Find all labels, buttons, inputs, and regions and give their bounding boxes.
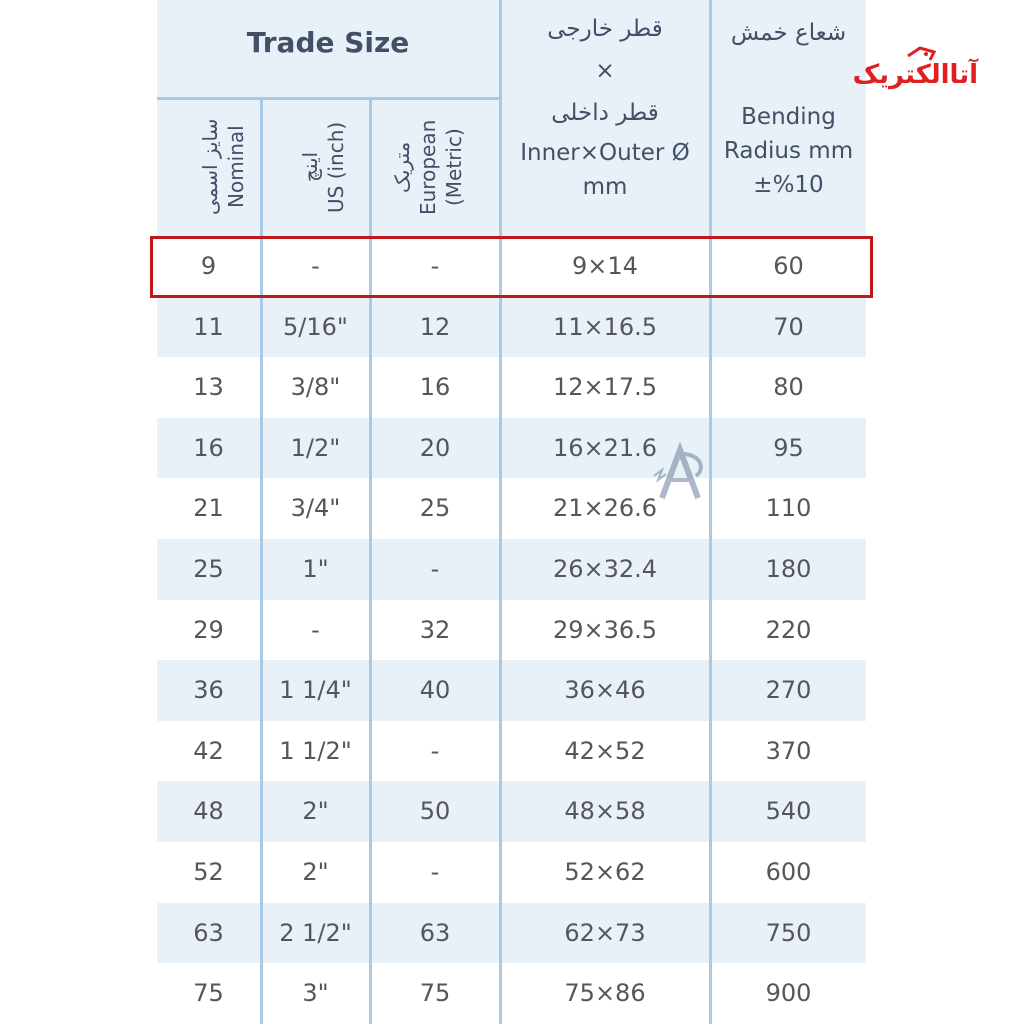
metric-cell: - (430, 736, 440, 765)
diameter-unit: mm (582, 174, 628, 200)
diameter-cell: 42×52 (564, 736, 646, 765)
table-row (157, 660, 866, 721)
diameter-cell: 62×73 (564, 918, 646, 947)
nominal-cell: 29 (193, 615, 224, 644)
table-row (157, 903, 866, 964)
us-inch-cell: - (311, 615, 320, 644)
nominal-cell: 63 (193, 918, 224, 947)
diameter-cell: 26×32.4 (552, 554, 658, 583)
us-inch-cell: 1/2" (290, 433, 341, 462)
us-inch-cell: 3" (302, 979, 329, 1008)
metric-cell: 50 (419, 797, 451, 826)
european-metric-header (389, 112, 481, 222)
us-inch-cell: 1 1/4" (279, 676, 352, 705)
diameter-cell: 21×26.6 (552, 494, 658, 523)
nominal-cell: 36 (193, 676, 224, 705)
nominal-header (197, 112, 249, 222)
diameter-cell: 48×58 (564, 797, 646, 826)
bending-radius-cell: 370 (765, 736, 812, 765)
metric-cell: - (430, 554, 440, 583)
diameter-cell: 11×16.5 (552, 312, 658, 341)
nominal-cell: 21 (193, 494, 224, 523)
nominal-cell: 16 (193, 433, 224, 462)
metric-cell: 75 (419, 979, 451, 1008)
us-inch-cell: 1 1/2" (279, 736, 352, 765)
column-divider (709, 0, 712, 1024)
us-header-en: US (inch) (324, 121, 348, 213)
diameter-cell: 52×62 (564, 857, 646, 886)
nominal-cell: 48 (193, 797, 224, 826)
metric-cell: 16 (419, 373, 451, 402)
metric-cell: - (430, 252, 440, 280)
diameter-cell: 9×14 (572, 252, 638, 280)
bending-radius-cell: 95 (773, 433, 804, 462)
bending-radius-cell: 60 (773, 252, 804, 280)
nominal-cell: 9 (200, 252, 217, 280)
table-row (157, 357, 866, 418)
nominal-header-en: Nominal (224, 125, 248, 209)
european-header-fa: متریک (390, 141, 414, 193)
nominal-cell: 42 (193, 736, 224, 765)
highlighted-row-frame (150, 236, 873, 298)
us-inch-cell: 2" (302, 797, 329, 826)
radius-mm-label: Radius mm (723, 138, 854, 164)
table-row (157, 963, 866, 1024)
diameter-cell: 36×46 (564, 676, 646, 705)
us-inch-header (297, 112, 349, 222)
times-symbol: × (595, 58, 615, 84)
bending-radius-cell: 80 (773, 373, 804, 402)
table-row (157, 297, 866, 358)
bending-radius-fa: شعاع خمش (730, 20, 847, 46)
metric-cell: 20 (419, 433, 451, 462)
diameter-cell: 16×21.6 (552, 433, 658, 462)
metric-cell: 32 (419, 615, 451, 644)
table-row (157, 418, 866, 479)
watermark-logo-icon (648, 440, 712, 504)
metric-cell: 25 (419, 494, 451, 523)
table-row (157, 721, 866, 782)
nominal-cell: 75 (193, 979, 224, 1008)
bending-radius-cell: 220 (765, 615, 812, 644)
header-divider (157, 97, 499, 100)
brand-logo (838, 46, 978, 98)
metric-cell: 40 (419, 676, 451, 705)
us-inch-cell: 1" (302, 554, 329, 583)
table-row (157, 600, 866, 661)
tolerance-label: ±%10 (753, 172, 824, 198)
us-inch-cell: 5/16" (283, 312, 348, 341)
diameter-cell: 75×86 (564, 979, 646, 1008)
conduit-size-table (157, 0, 866, 1024)
bending-label: Bending (741, 104, 836, 130)
table-row (157, 842, 866, 903)
column-divider (499, 0, 502, 1024)
us-inch-cell: 3/4" (290, 494, 341, 523)
bending-radius-cell: 600 (765, 857, 812, 886)
table-body (157, 236, 866, 1024)
bending-radius-cell: 110 (765, 494, 812, 523)
us-inch-cell: - (311, 252, 320, 280)
metric-cell: 63 (419, 918, 451, 947)
bending-radius-cell: 70 (773, 312, 804, 341)
nominal-cell: 13 (193, 373, 224, 402)
bending-radius-cell: 900 (765, 979, 812, 1008)
us-inch-cell: 3/8" (290, 373, 341, 402)
inner-diameter-fa: قطر داخلی (551, 100, 659, 126)
metric-cell: - (430, 857, 440, 886)
bending-radius-cell: 180 (765, 554, 812, 583)
trade-size-heading: Trade Size (246, 26, 410, 59)
bending-radius-cell: 750 (765, 918, 812, 947)
nominal-cell: 52 (193, 857, 224, 886)
bending-radius-cell: 540 (765, 797, 812, 826)
table-row (157, 781, 866, 842)
bending-radius-header (711, 16, 866, 202)
bending-radius-cell: 270 (765, 676, 812, 705)
european-header-en: European (416, 119, 440, 215)
nominal-cell: 25 (193, 554, 224, 583)
metric-cell: 12 (419, 312, 451, 341)
diameter-cell: 12×17.5 (552, 373, 658, 402)
logo-text: آتاالکتریک (852, 60, 978, 90)
table-header (157, 0, 866, 236)
table-row (157, 478, 866, 539)
diameter-cell: 29×36.5 (552, 615, 658, 644)
european-header-en2: (Metric) (442, 128, 466, 206)
us-inch-cell: 2" (302, 857, 329, 886)
table-row (157, 539, 866, 600)
outer-diameter-fa: قطر خارجی (547, 16, 663, 42)
nominal-header-fa: سایز اسمی (198, 118, 222, 216)
nominal-cell: 11 (193, 312, 224, 341)
inner-outer-label: Inner×Outer Ø (520, 140, 690, 166)
diameter-header (501, 12, 709, 204)
us-header-fa: اینچ (298, 151, 322, 183)
us-inch-cell: 2 1/2" (279, 918, 352, 947)
